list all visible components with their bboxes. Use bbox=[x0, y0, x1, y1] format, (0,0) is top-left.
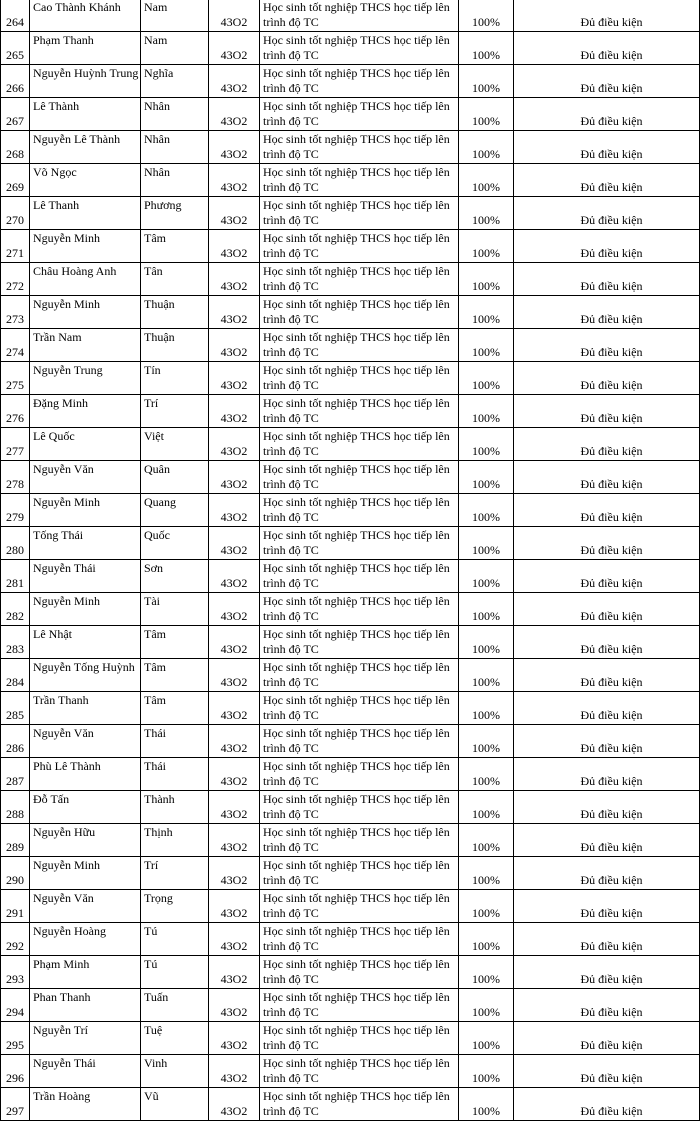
surname-cell: Nguyễn Minh bbox=[30, 593, 141, 626]
percentage-cell: 100% bbox=[459, 692, 514, 725]
percentage-cell: 100% bbox=[459, 197, 514, 230]
category-cell: Học sinh tốt nghiệp THCS học tiếp lên trình độ TC bbox=[260, 197, 459, 230]
row-number-cell: 296 bbox=[1, 1055, 30, 1088]
row-number-cell: 276 bbox=[1, 395, 30, 428]
result-cell: Đủ điều kiện bbox=[514, 956, 700, 989]
result-cell: Đủ điều kiện bbox=[514, 890, 700, 923]
class-code-cell: 43O2 bbox=[209, 626, 260, 659]
result-cell: Đủ điều kiện bbox=[514, 395, 700, 428]
row-number-cell: 289 bbox=[1, 824, 30, 857]
result-cell: Đủ điều kiện bbox=[514, 857, 700, 890]
class-code-cell: 43O2 bbox=[209, 857, 260, 890]
percentage-cell: 100% bbox=[459, 230, 514, 263]
category-cell: Học sinh tốt nghiệp THCS học tiếp lên trình độ TC bbox=[260, 791, 459, 824]
surname-cell: Phù Lê Thành bbox=[30, 758, 141, 791]
class-code-cell: 43O2 bbox=[209, 956, 260, 989]
percentage-cell: 100% bbox=[459, 1055, 514, 1088]
given-name-cell: Tú bbox=[141, 956, 209, 989]
table-row bbox=[1, 494, 700, 527]
category-cell: Học sinh tốt nghiệp THCS học tiếp lên trình độ TC bbox=[260, 560, 459, 593]
row-number-cell: 282 bbox=[1, 593, 30, 626]
class-code-cell: 43O2 bbox=[209, 989, 260, 1022]
class-code-cell: 43O2 bbox=[209, 692, 260, 725]
given-name-cell: Thái bbox=[141, 725, 209, 758]
surname-cell: Nguyễn Tống Huỳnh bbox=[30, 659, 141, 692]
given-name-cell: Tâm bbox=[141, 659, 209, 692]
result-cell: Đủ điều kiện bbox=[514, 1088, 700, 1121]
given-name-cell: Nhân bbox=[141, 164, 209, 197]
table-row bbox=[1, 989, 700, 1022]
result-cell: Đủ điều kiện bbox=[514, 0, 700, 32]
surname-cell: Nguyễn Minh bbox=[30, 494, 141, 527]
table-row bbox=[1, 923, 700, 956]
row-number-cell: 294 bbox=[1, 989, 30, 1022]
surname-cell: Trần Nam bbox=[30, 329, 141, 362]
row-number-cell: 269 bbox=[1, 164, 30, 197]
table-row bbox=[1, 692, 700, 725]
table-row bbox=[1, 1022, 700, 1055]
category-cell: Học sinh tốt nghiệp THCS học tiếp lên trình độ TC bbox=[260, 659, 459, 692]
given-name-cell: Tâm bbox=[141, 626, 209, 659]
row-number-cell: 265 bbox=[1, 32, 30, 65]
row-number-cell: 283 bbox=[1, 626, 30, 659]
result-cell: Đủ điều kiện bbox=[514, 692, 700, 725]
surname-cell: Võ Ngọc bbox=[30, 164, 141, 197]
given-name-cell: Nam bbox=[141, 32, 209, 65]
class-code-cell: 43O2 bbox=[209, 65, 260, 98]
category-cell: Học sinh tốt nghiệp THCS học tiếp lên trình độ TC bbox=[260, 263, 459, 296]
result-cell: Đủ điều kiện bbox=[514, 362, 700, 395]
category-cell: Học sinh tốt nghiệp THCS học tiếp lên trình độ TC bbox=[260, 890, 459, 923]
surname-cell: Nguyễn Trí bbox=[30, 1022, 141, 1055]
surname-cell: Nguyễn Minh bbox=[30, 296, 141, 329]
row-number-cell: 285 bbox=[1, 692, 30, 725]
surname-cell: Cao Thành Khánh bbox=[30, 0, 141, 32]
surname-cell: Phạm Thanh bbox=[30, 32, 141, 65]
table-row bbox=[1, 263, 700, 296]
class-code-cell: 43O2 bbox=[209, 824, 260, 857]
table-row bbox=[1, 1088, 700, 1121]
result-cell: Đủ điều kiện bbox=[514, 32, 700, 65]
percentage-cell: 100% bbox=[459, 923, 514, 956]
percentage-cell: 100% bbox=[459, 593, 514, 626]
row-number-cell: 272 bbox=[1, 263, 30, 296]
row-number-cell: 291 bbox=[1, 890, 30, 923]
class-code-cell: 43O2 bbox=[209, 758, 260, 791]
table-row bbox=[1, 362, 700, 395]
percentage-cell: 100% bbox=[459, 1088, 514, 1121]
class-code-cell: 43O2 bbox=[209, 428, 260, 461]
row-number-cell: 284 bbox=[1, 659, 30, 692]
class-code-cell: 43O2 bbox=[209, 659, 260, 692]
given-name-cell: Trọng bbox=[141, 890, 209, 923]
given-name-cell: Trí bbox=[141, 857, 209, 890]
surname-cell: Nguyễn Văn bbox=[30, 461, 141, 494]
percentage-cell: 100% bbox=[459, 989, 514, 1022]
given-name-cell: Tâm bbox=[141, 692, 209, 725]
row-number-cell: 267 bbox=[1, 98, 30, 131]
given-name-cell: Tâm bbox=[141, 230, 209, 263]
table-row bbox=[1, 527, 700, 560]
given-name-cell: Trí bbox=[141, 395, 209, 428]
percentage-cell: 100% bbox=[459, 527, 514, 560]
table-row bbox=[1, 1055, 700, 1088]
surname-cell: Tống Thái bbox=[30, 527, 141, 560]
result-cell: Đủ điều kiện bbox=[514, 197, 700, 230]
given-name-cell: Vinh bbox=[141, 1055, 209, 1088]
percentage-cell: 100% bbox=[459, 560, 514, 593]
result-cell: Đủ điều kiện bbox=[514, 659, 700, 692]
percentage-cell: 100% bbox=[459, 626, 514, 659]
percentage-cell: 100% bbox=[459, 461, 514, 494]
category-cell: Học sinh tốt nghiệp THCS học tiếp lên trình độ TC bbox=[260, 32, 459, 65]
percentage-cell: 100% bbox=[459, 164, 514, 197]
class-code-cell: 43O2 bbox=[209, 890, 260, 923]
class-code-cell: 43O2 bbox=[209, 230, 260, 263]
given-name-cell: Thái bbox=[141, 758, 209, 791]
category-cell: Học sinh tốt nghiệp THCS học tiếp lên trình độ TC bbox=[260, 692, 459, 725]
category-cell: Học sinh tốt nghiệp THCS học tiếp lên trình độ TC bbox=[260, 1055, 459, 1088]
row-number-cell: 286 bbox=[1, 725, 30, 758]
percentage-cell: 100% bbox=[459, 824, 514, 857]
row-number-cell: 288 bbox=[1, 791, 30, 824]
percentage-cell: 100% bbox=[459, 494, 514, 527]
row-number-cell: 275 bbox=[1, 362, 30, 395]
category-cell: Học sinh tốt nghiệp THCS học tiếp lên trình độ TC bbox=[260, 428, 459, 461]
given-name-cell: Nghĩa bbox=[141, 65, 209, 98]
percentage-cell: 100% bbox=[459, 857, 514, 890]
table-row bbox=[1, 758, 700, 791]
result-cell: Đủ điều kiện bbox=[514, 725, 700, 758]
surname-cell: Trần Hoàng bbox=[30, 1088, 141, 1121]
percentage-cell: 100% bbox=[459, 362, 514, 395]
row-number-cell: 268 bbox=[1, 131, 30, 164]
percentage-cell: 100% bbox=[459, 395, 514, 428]
given-name-cell: Tài bbox=[141, 593, 209, 626]
class-code-cell: 43O2 bbox=[209, 197, 260, 230]
surname-cell: Đỗ Tấn bbox=[30, 791, 141, 824]
category-cell: Học sinh tốt nghiệp THCS học tiếp lên trình độ TC bbox=[260, 824, 459, 857]
table-row bbox=[1, 593, 700, 626]
result-cell: Đủ điều kiện bbox=[514, 758, 700, 791]
surname-cell: Châu Hoàng Anh bbox=[30, 263, 141, 296]
class-code-cell: 43O2 bbox=[209, 1022, 260, 1055]
result-cell: Đủ điều kiện bbox=[514, 989, 700, 1022]
result-cell: Đủ điều kiện bbox=[514, 791, 700, 824]
surname-cell: Nguyễn Thái bbox=[30, 1055, 141, 1088]
category-cell: Học sinh tốt nghiệp THCS học tiếp lên trình độ TC bbox=[260, 230, 459, 263]
given-name-cell: Quốc bbox=[141, 527, 209, 560]
row-number-cell: 292 bbox=[1, 923, 30, 956]
row-number-cell: 266 bbox=[1, 65, 30, 98]
percentage-cell: 100% bbox=[459, 725, 514, 758]
given-name-cell: Tú bbox=[141, 923, 209, 956]
table-row bbox=[1, 197, 700, 230]
row-number-cell: 273 bbox=[1, 296, 30, 329]
surname-cell: Nguyễn Văn bbox=[30, 890, 141, 923]
percentage-cell: 100% bbox=[459, 263, 514, 296]
category-cell: Học sinh tốt nghiệp THCS học tiếp lên trình độ TC bbox=[260, 98, 459, 131]
class-code-cell: 43O2 bbox=[209, 1055, 260, 1088]
class-code-cell: 43O2 bbox=[209, 164, 260, 197]
row-number-cell: 293 bbox=[1, 956, 30, 989]
class-code-cell: 43O2 bbox=[209, 98, 260, 131]
result-cell: Đủ điều kiện bbox=[514, 65, 700, 98]
class-code-cell: 43O2 bbox=[209, 527, 260, 560]
result-cell: Đủ điều kiện bbox=[514, 593, 700, 626]
table-row bbox=[1, 956, 700, 989]
given-name-cell: Tín bbox=[141, 362, 209, 395]
table-row bbox=[1, 329, 700, 362]
table-row bbox=[1, 428, 700, 461]
given-name-cell: Thuận bbox=[141, 296, 209, 329]
row-number-cell: 271 bbox=[1, 230, 30, 263]
result-cell: Đủ điều kiện bbox=[514, 263, 700, 296]
class-code-cell: 43O2 bbox=[209, 494, 260, 527]
category-cell: Học sinh tốt nghiệp THCS học tiếp lên trình độ TC bbox=[260, 725, 459, 758]
table-row bbox=[1, 296, 700, 329]
row-number-cell: 280 bbox=[1, 527, 30, 560]
surname-cell: Nguyễn Huỳnh Trung bbox=[30, 65, 141, 98]
result-cell: Đủ điều kiện bbox=[514, 824, 700, 857]
given-name-cell: Nam bbox=[141, 0, 209, 32]
surname-cell: Lê Nhật bbox=[30, 626, 141, 659]
surname-cell: Lê Quốc bbox=[30, 428, 141, 461]
table-row bbox=[1, 230, 700, 263]
category-cell: Học sinh tốt nghiệp THCS học tiếp lên trình độ TC bbox=[260, 857, 459, 890]
table-row bbox=[1, 461, 700, 494]
surname-cell: Nguyễn Hoàng bbox=[30, 923, 141, 956]
class-code-cell: 43O2 bbox=[209, 395, 260, 428]
table-row bbox=[1, 626, 700, 659]
category-cell: Học sinh tốt nghiệp THCS học tiếp lên trình độ TC bbox=[260, 65, 459, 98]
class-code-cell: 43O2 bbox=[209, 593, 260, 626]
table-row bbox=[1, 824, 700, 857]
result-cell: Đủ điều kiện bbox=[514, 230, 700, 263]
result-cell: Đủ điều kiện bbox=[514, 131, 700, 164]
table-body bbox=[1, 0, 700, 1121]
row-number-cell: 279 bbox=[1, 494, 30, 527]
percentage-cell: 100% bbox=[459, 296, 514, 329]
given-name-cell: Quân bbox=[141, 461, 209, 494]
percentage-cell: 100% bbox=[459, 1022, 514, 1055]
table-row bbox=[1, 857, 700, 890]
category-cell: Học sinh tốt nghiệp THCS học tiếp lên trình độ TC bbox=[260, 0, 459, 32]
given-name-cell: Quang bbox=[141, 494, 209, 527]
class-code-cell: 43O2 bbox=[209, 296, 260, 329]
class-code-cell: 43O2 bbox=[209, 923, 260, 956]
class-code-cell: 43O2 bbox=[209, 725, 260, 758]
table-row bbox=[1, 98, 700, 131]
table-row bbox=[1, 791, 700, 824]
given-name-cell: Thành bbox=[141, 791, 209, 824]
surname-cell: Nguyễn Trung bbox=[30, 362, 141, 395]
category-cell: Học sinh tốt nghiệp THCS học tiếp lên trình độ TC bbox=[260, 362, 459, 395]
row-number-cell: 278 bbox=[1, 461, 30, 494]
class-code-cell: 43O2 bbox=[209, 263, 260, 296]
table-row bbox=[1, 164, 700, 197]
percentage-cell: 100% bbox=[459, 32, 514, 65]
row-number-cell: 264 bbox=[1, 0, 30, 32]
percentage-cell: 100% bbox=[459, 890, 514, 923]
percentage-cell: 100% bbox=[459, 956, 514, 989]
category-cell: Học sinh tốt nghiệp THCS học tiếp lên trình độ TC bbox=[260, 989, 459, 1022]
result-cell: Đủ điều kiện bbox=[514, 329, 700, 362]
category-cell: Học sinh tốt nghiệp THCS học tiếp lên trình độ TC bbox=[260, 626, 459, 659]
category-cell: Học sinh tốt nghiệp THCS học tiếp lên trình độ TC bbox=[260, 923, 459, 956]
result-cell: Đủ điều kiện bbox=[514, 560, 700, 593]
category-cell: Học sinh tốt nghiệp THCS học tiếp lên trình độ TC bbox=[260, 494, 459, 527]
table-row bbox=[1, 890, 700, 923]
row-number-cell: 295 bbox=[1, 1022, 30, 1055]
surname-cell: Nguyễn Minh bbox=[30, 230, 141, 263]
result-cell: Đủ điều kiện bbox=[514, 461, 700, 494]
result-cell: Đủ điều kiện bbox=[514, 626, 700, 659]
row-number-cell: 270 bbox=[1, 197, 30, 230]
category-cell: Học sinh tốt nghiệp THCS học tiếp lên trình độ TC bbox=[260, 758, 459, 791]
percentage-cell: 100% bbox=[459, 98, 514, 131]
percentage-cell: 100% bbox=[459, 758, 514, 791]
percentage-cell: 100% bbox=[459, 131, 514, 164]
category-cell: Học sinh tốt nghiệp THCS học tiếp lên trình độ TC bbox=[260, 956, 459, 989]
class-code-cell: 43O2 bbox=[209, 461, 260, 494]
surname-cell: Nguyễn Hữu bbox=[30, 824, 141, 857]
percentage-cell: 100% bbox=[459, 428, 514, 461]
category-cell: Học sinh tốt nghiệp THCS học tiếp lên trình độ TC bbox=[260, 296, 459, 329]
surname-cell: Đặng Minh bbox=[30, 395, 141, 428]
surname-cell: Nguyễn Thái bbox=[30, 560, 141, 593]
class-code-cell: 43O2 bbox=[209, 329, 260, 362]
category-cell: Học sinh tốt nghiệp THCS học tiếp lên trình độ TC bbox=[260, 1022, 459, 1055]
category-cell: Học sinh tốt nghiệp THCS học tiếp lên trình độ TC bbox=[260, 593, 459, 626]
result-cell: Đủ điều kiện bbox=[514, 1022, 700, 1055]
row-number-cell: 287 bbox=[1, 758, 30, 791]
percentage-cell: 100% bbox=[459, 659, 514, 692]
given-name-cell: Tuệ bbox=[141, 1022, 209, 1055]
result-cell: Đủ điều kiện bbox=[514, 164, 700, 197]
surname-cell: Trần Thanh bbox=[30, 692, 141, 725]
given-name-cell: Sơn bbox=[141, 560, 209, 593]
given-name-cell: Thuận bbox=[141, 329, 209, 362]
percentage-cell: 100% bbox=[459, 329, 514, 362]
given-name-cell: Việt bbox=[141, 428, 209, 461]
class-code-cell: 43O2 bbox=[209, 32, 260, 65]
surname-cell: Lê Thanh bbox=[30, 197, 141, 230]
class-code-cell: 43O2 bbox=[209, 0, 260, 32]
table-row bbox=[1, 0, 700, 32]
given-name-cell: Phương bbox=[141, 197, 209, 230]
given-name-cell: Thịnh bbox=[141, 824, 209, 857]
result-cell: Đủ điều kiện bbox=[514, 296, 700, 329]
result-cell: Đủ điều kiện bbox=[514, 527, 700, 560]
class-code-cell: 43O2 bbox=[209, 1088, 260, 1121]
category-cell: Học sinh tốt nghiệp THCS học tiếp lên trình độ TC bbox=[260, 131, 459, 164]
row-number-cell: 277 bbox=[1, 428, 30, 461]
surname-cell: Phạm Minh bbox=[30, 956, 141, 989]
surname-cell: Nguyễn Minh bbox=[30, 857, 141, 890]
result-cell: Đủ điều kiện bbox=[514, 1055, 700, 1088]
percentage-cell: 100% bbox=[459, 791, 514, 824]
table-row bbox=[1, 395, 700, 428]
percentage-cell: 100% bbox=[459, 0, 514, 32]
row-number-cell: 274 bbox=[1, 329, 30, 362]
category-cell: Học sinh tốt nghiệp THCS học tiếp lên trình độ TC bbox=[260, 164, 459, 197]
given-name-cell: Nhân bbox=[141, 98, 209, 131]
class-code-cell: 43O2 bbox=[209, 362, 260, 395]
given-name-cell: Vũ bbox=[141, 1088, 209, 1121]
surname-cell: Nguyễn Văn bbox=[30, 725, 141, 758]
percentage-cell: 100% bbox=[459, 65, 514, 98]
result-cell: Đủ điều kiện bbox=[514, 98, 700, 131]
row-number-cell: 297 bbox=[1, 1088, 30, 1121]
category-cell: Học sinh tốt nghiệp THCS học tiếp lên trình độ TC bbox=[260, 395, 459, 428]
table-row bbox=[1, 659, 700, 692]
given-name-cell: Tân bbox=[141, 263, 209, 296]
result-cell: Đủ điều kiện bbox=[514, 923, 700, 956]
given-name-cell: Nhân bbox=[141, 131, 209, 164]
row-number-cell: 290 bbox=[1, 857, 30, 890]
result-cell: Đủ điều kiện bbox=[514, 428, 700, 461]
surname-cell: Lê Thành bbox=[30, 98, 141, 131]
table-row bbox=[1, 65, 700, 98]
category-cell: Học sinh tốt nghiệp THCS học tiếp lên trình độ TC bbox=[260, 527, 459, 560]
table-row bbox=[1, 560, 700, 593]
category-cell: Học sinh tốt nghiệp THCS học tiếp lên trình độ TC bbox=[260, 1088, 459, 1121]
class-code-cell: 43O2 bbox=[209, 560, 260, 593]
surname-cell: Phan Thanh bbox=[30, 989, 141, 1022]
table-row bbox=[1, 131, 700, 164]
given-name-cell: Tuấn bbox=[141, 989, 209, 1022]
result-cell: Đủ điều kiện bbox=[514, 494, 700, 527]
class-code-cell: 43O2 bbox=[209, 791, 260, 824]
category-cell: Học sinh tốt nghiệp THCS học tiếp lên trình độ TC bbox=[260, 461, 459, 494]
table-row bbox=[1, 32, 700, 65]
class-code-cell: 43O2 bbox=[209, 131, 260, 164]
category-cell: Học sinh tốt nghiệp THCS học tiếp lên trình độ TC bbox=[260, 329, 459, 362]
row-number-cell: 281 bbox=[1, 560, 30, 593]
table-row bbox=[1, 725, 700, 758]
surname-cell: Nguyễn Lê Thành bbox=[30, 131, 141, 164]
